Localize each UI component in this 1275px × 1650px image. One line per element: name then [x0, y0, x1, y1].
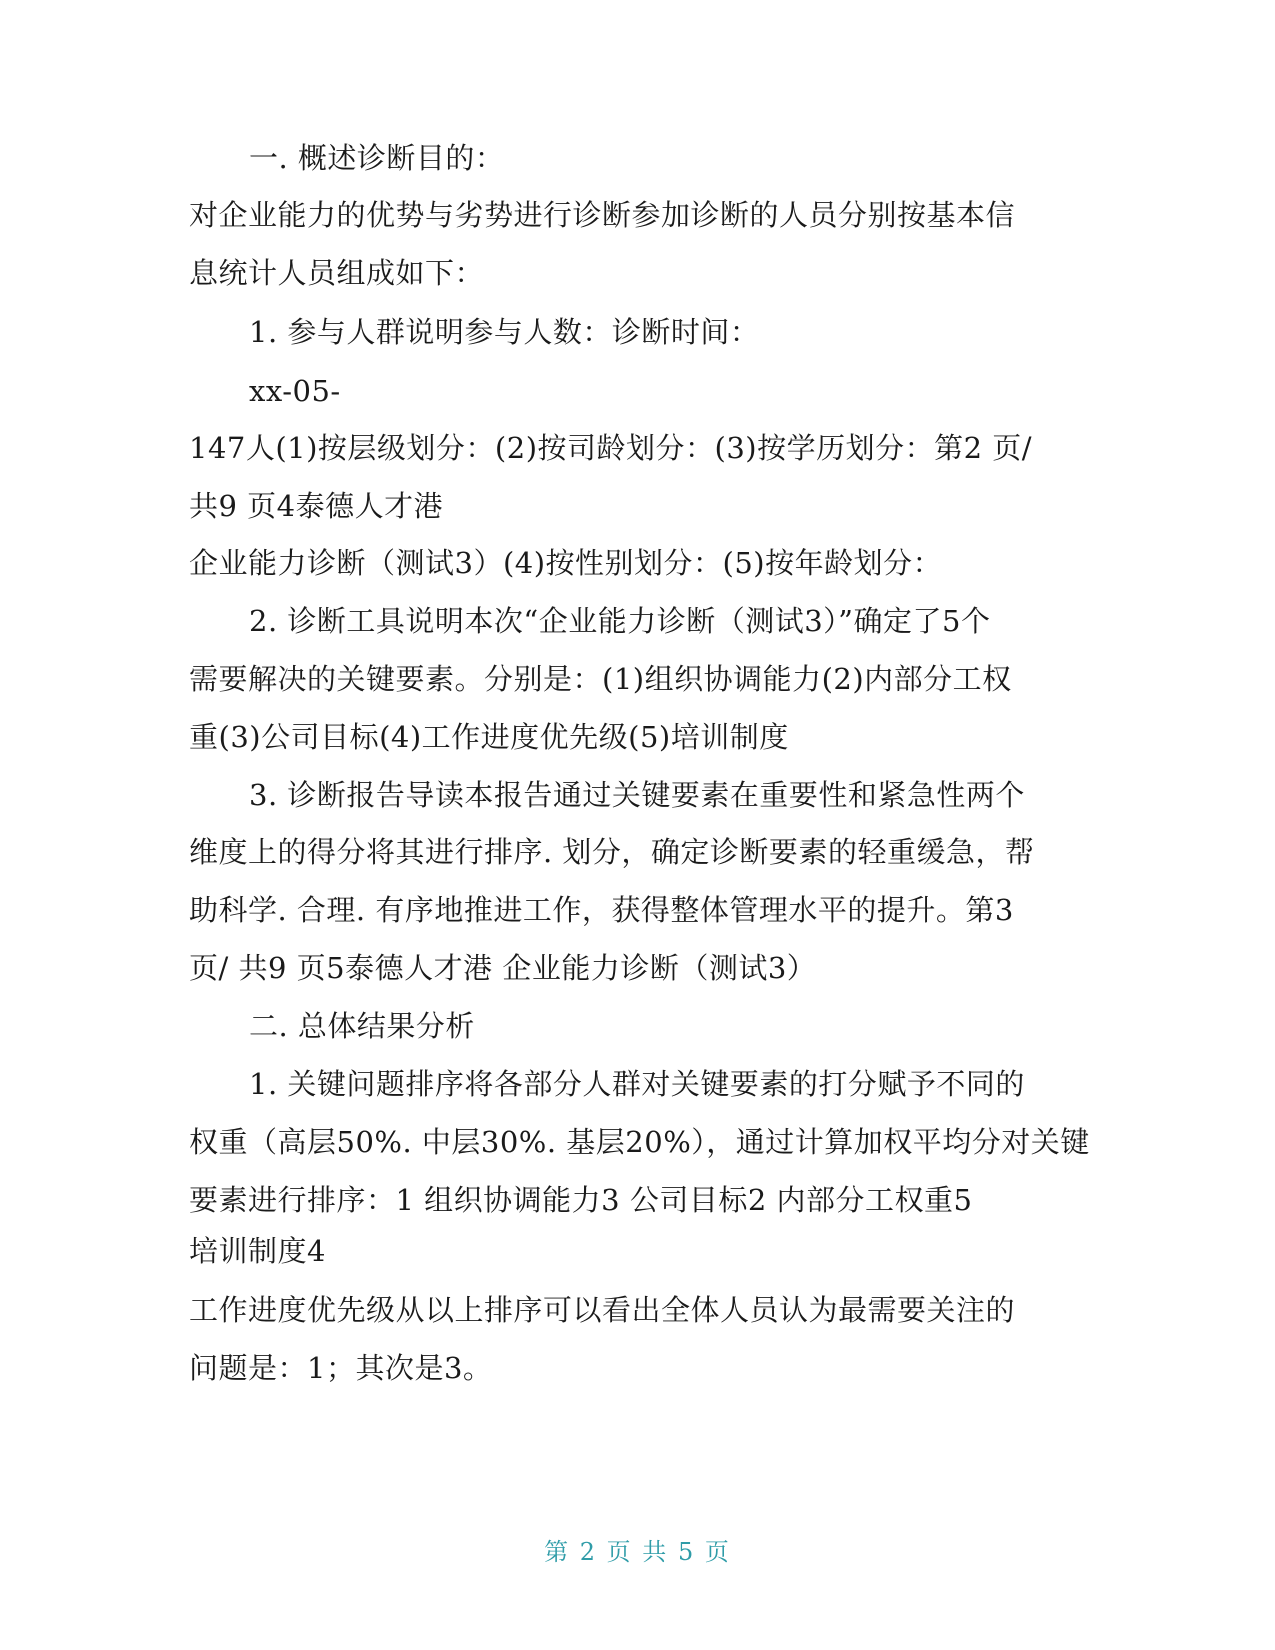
paragraph-line: 对企业能力的优势与劣势进行诊断参加诊断的人员分别按基本信 [189, 198, 1016, 232]
paragraph-line: 重(3)公司目标(4)工作进度优先级(5)培训制度 [189, 720, 789, 754]
paragraph-line: 权重（高层50%. 中层30%. 基层20%），通过计算加权平均分对关键 [189, 1125, 1090, 1159]
paragraph-line: 需要解决的关键要素。分别是：(1)组织协调能力(2)内部分工权 [189, 662, 1012, 696]
paragraph-line: 培训制度4 [189, 1234, 326, 1268]
paragraph-line: 共9 页4泰德人才港 [189, 489, 444, 523]
paragraph-line: 企业能力诊断（测试3）(4)按性别划分：(5)按年龄划分： [189, 546, 943, 580]
paragraph-line: 助科学. 合理. 有序地推进工作，获得整体管理水平的提升。第3 [189, 893, 1014, 927]
paragraph-line: 维度上的得分将其进行排序. 划分，确定诊断要素的轻重缓急，帮 [189, 835, 1035, 869]
page-number-footer: 第 2 页 共 5 页 [544, 1538, 731, 1566]
paragraph-line: 要素进行排序：1 组织协调能力3 公司目标2 内部分工权重5 [189, 1183, 973, 1217]
subheading-ranking: 1. 关键问题排序将各部分人群对关键要素的打分赋予不同的 [249, 1067, 1025, 1101]
section-heading-results: 二. 总体结果分析 [249, 1009, 475, 1043]
paragraph-line: xx-05- [249, 374, 341, 408]
subheading-report-guide: 3. 诊断报告导读本报告通过关键要素在重要性和紧急性两个 [249, 778, 1025, 812]
paragraph-line: 147人(1)按层级划分：(2)按司龄划分：(3)按学历划分：第2 页/ [189, 431, 1033, 465]
section-heading-overview: 一. 概述诊断目的： [249, 141, 505, 175]
paragraph-line: 页/ 共9 页5泰德人才港 企业能力诊断（测试3） [189, 951, 817, 985]
paragraph-line: 工作进度优先级从以上排序可以看出全体人员认为最需要关注的 [189, 1293, 1016, 1327]
subheading-tools: 2. 诊断工具说明本次“企业能力诊断（测试3）”确定了5个 [249, 604, 991, 638]
subheading-participants: 1. 参与人群说明参与人数：诊断时间： [249, 315, 760, 349]
paragraph-line: 问题是：1；其次是3。 [189, 1351, 493, 1385]
paragraph-line: 息统计人员组成如下： [189, 256, 485, 290]
